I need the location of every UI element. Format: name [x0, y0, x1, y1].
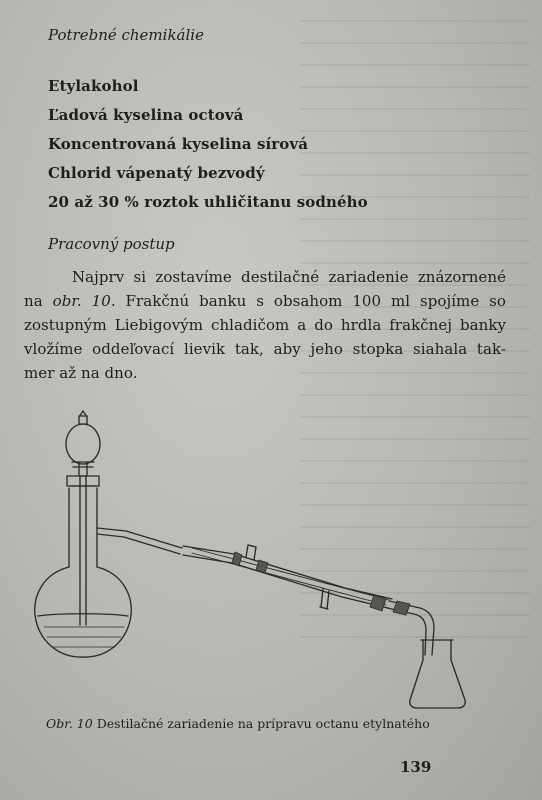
chemical-item: Koncentrovaná kyselina sírová [48, 135, 309, 153]
erlenmeyer-flask [410, 640, 465, 708]
paragraph-line-2-prefix: na [24, 292, 53, 310]
paragraph-line-3-text: zostupným Liebigovým chladičom a do hrdla frakčnej banky [24, 316, 506, 334]
chemical-item: Ľadová kyselina octová [48, 106, 244, 124]
flask-neck [69, 488, 97, 567]
flask-liquid-surface [38, 614, 128, 616]
funnel-stem [80, 476, 86, 625]
figure-caption-text: Destilačné zariadenie na prípravu octanu etylnatého [96, 716, 430, 731]
figure-caption [46, 716, 430, 731]
funnel-neck [79, 416, 87, 424]
paragraph-line-2-suffix: Frakčnú banku s obsahom 100 ml spojíme so [115, 292, 506, 310]
paragraph-line-1-text: Najprv si zostavíme destilačné zariadenie znázornené [72, 268, 506, 286]
chemical-item: 20 až 30 % roztok uhličitanu sodného [48, 193, 368, 211]
chemicals-heading: Potrebné chemikálie [48, 26, 204, 44]
paragraph-line-4-text: vložíme oddeľovací lievik tak, aby jeho stopka siahala tak- [24, 340, 506, 358]
chemical-item: Chlorid vápenatý bezvodý [48, 164, 265, 182]
condenser-inner-tube [192, 548, 389, 605]
figure-reference: obr. 10. [52, 292, 116, 310]
chemical-item: Etylakohol [48, 77, 139, 95]
procedure-heading: Pracovný postup [48, 235, 175, 253]
figure-caption-label: Obr. 10 [46, 716, 93, 731]
round-bottom-flask [35, 567, 132, 657]
paragraph-line-5-text: mer až na dno. [24, 364, 138, 382]
page-number: 139 [400, 758, 432, 776]
flask-neck-clamp [67, 476, 99, 486]
condenser-outer-tube [183, 546, 392, 608]
flask-side-arm [97, 528, 182, 554]
funnel-bulb [66, 424, 100, 464]
